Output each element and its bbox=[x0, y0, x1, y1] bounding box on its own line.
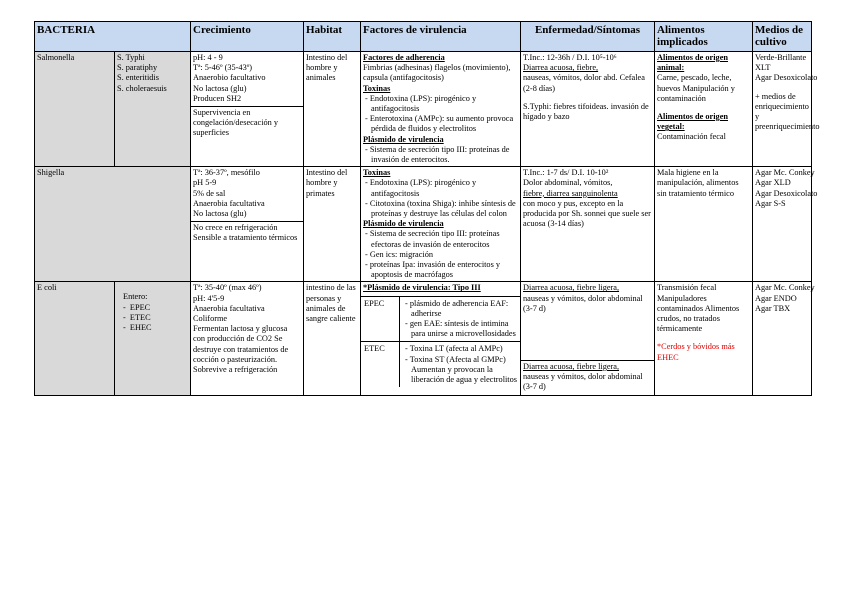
incubation-text: T.Inc.: 12-36h / D.I. 10⁵-10⁶ bbox=[523, 53, 617, 62]
type-item: - EPEC bbox=[123, 302, 151, 312]
growth-item: No lactosa (glu) bbox=[193, 209, 247, 219]
symptom-text: S.Typhi: fiebres tifoideas. invasión de hígado y bazo bbox=[523, 101, 649, 122]
species-item: S. enteritidis bbox=[117, 73, 159, 83]
section-title: *Plásmido de virulencia: Tipo III bbox=[363, 283, 481, 293]
section-title: Toxinas bbox=[363, 83, 391, 93]
growth-item: Anaerobia facultativa bbox=[193, 303, 265, 313]
medium-item: XLT bbox=[755, 63, 771, 73]
symptom-title: Diarrea acuosa, fiebre, bbox=[523, 63, 599, 73]
shigella-medios bbox=[753, 167, 818, 282]
growth-item: Tª: 5-46º (35-43º) bbox=[193, 63, 253, 73]
growth-supervivencia: Supervivencia en congelación/desecación y superficies bbox=[191, 106, 303, 139]
medium-item: Verde-Brillante bbox=[755, 53, 807, 62]
etec-label: ETEC bbox=[361, 342, 400, 387]
medium-item: Agar Mc. Conkey bbox=[755, 168, 815, 178]
ecoli-crecimiento bbox=[191, 282, 304, 395]
salmonella-alimentos bbox=[655, 52, 753, 167]
incubation-text: T.Inc.: 1-7 ds/ D.I. 10-10² bbox=[523, 168, 609, 178]
row-ecoli bbox=[35, 282, 812, 395]
medium-item: Agar ENDO bbox=[755, 293, 797, 303]
section-title: Alimentos de origen vegetal: bbox=[657, 112, 728, 132]
species-item: S. Typhi bbox=[117, 53, 145, 62]
factor-item: - Citotoxina (toxina Shiga): inhibe síntesis de proteínas y destruye las células del colon bbox=[365, 198, 516, 219]
entero-label: Entero: bbox=[123, 292, 148, 302]
bacteria-table bbox=[34, 21, 820, 396]
growth-item: No lactosa (glu) bbox=[193, 83, 247, 93]
growth-item: Anaerobia facultativa bbox=[193, 198, 265, 208]
growth-item: pH: 4'5-9 bbox=[193, 293, 225, 303]
shigella-crecimiento bbox=[191, 167, 304, 282]
symptom-text: nauseas y vómitos, dolor abdominal (3-7 d) bbox=[523, 293, 643, 313]
ecoli-alimentos bbox=[655, 282, 753, 395]
symptom-text: nauseas y vómitos, dolor abdominal (3-7 d) bbox=[523, 372, 643, 392]
food-text: Carne, pescado, leche, huevos Manipulación y contaminación bbox=[657, 73, 735, 103]
epec-label: EPEC bbox=[361, 297, 400, 342]
header-factores: Factores de virulencia bbox=[361, 22, 521, 52]
growth-item: Coliforme bbox=[193, 314, 228, 324]
ecoli-enfermedad bbox=[521, 282, 655, 395]
header-medios: Medios de cultivo bbox=[753, 22, 812, 52]
header-enfermedad: Enfermedad/Síntomas bbox=[521, 22, 655, 52]
growth-item: Producen SH2 bbox=[193, 93, 242, 103]
growth-item: Anaerobio facultativo bbox=[193, 73, 266, 83]
factor-item: - gen EAE: síntesis de intimina para unirse a microvellosidades bbox=[405, 319, 516, 339]
shigella-habitat: Intestino del hombre y primates bbox=[304, 167, 361, 282]
medium-item: Agar Desoxicolato bbox=[755, 73, 818, 83]
shigella-factores bbox=[361, 167, 521, 282]
symptom-text: con moco y pus, excepto en la producida por Sh. sonnei que suele ser acuosa (3-14 días) bbox=[523, 198, 651, 229]
type-item: - ETEC bbox=[123, 312, 151, 322]
salmonella-medios bbox=[753, 52, 820, 167]
species-item: S. choleraesuis bbox=[117, 83, 167, 93]
bacteria-name-shigella: Shigella bbox=[35, 167, 191, 282]
factor-item: - Sistema de secreción tipo III: proteínas de invasión de enterocitos. bbox=[365, 144, 510, 165]
shigella-alimentos: Mala higiene en la manipulación, alimentos sin tratamiento térmico bbox=[655, 167, 753, 282]
factor-item: - proteínas Ipa: invasión de enterocitos y apoptosis de macrófagos bbox=[365, 260, 501, 280]
medium-item: Agar Desoxicolato bbox=[755, 188, 818, 198]
salmonella-factores bbox=[361, 52, 521, 167]
species-item: S. paratiphy bbox=[117, 63, 158, 73]
growth-item: pH: 4 - 9 bbox=[193, 53, 223, 62]
section-title: Plásmido de virulencia bbox=[363, 219, 444, 229]
epec-block bbox=[361, 296, 520, 342]
bacteria-name-salmonella: Salmonella bbox=[35, 52, 115, 167]
factor-item: - Toxina ST (Afecta al GMPc) bbox=[405, 354, 506, 364]
medium-item: Agar TBX bbox=[755, 303, 791, 313]
ecoli-factores bbox=[361, 282, 521, 395]
header-crecimiento: Crecimiento bbox=[191, 22, 304, 52]
header-row bbox=[35, 22, 812, 52]
symptom-text: Dolor abdominal, vómitos, bbox=[523, 178, 613, 188]
header-habitat: Habitat bbox=[304, 22, 361, 52]
etec-symptoms bbox=[521, 360, 654, 393]
factor-item: - Endotoxina (LPS): pirogénico y antifagocitosis bbox=[365, 93, 477, 114]
medium-item: Agar Mc. Conkey bbox=[755, 283, 815, 293]
factor-item: - Enterotoxina (AMPc): su aumento provoca pérdida de fluidos y electrolitos bbox=[365, 114, 514, 134]
medium-item: Agar XLD bbox=[755, 178, 791, 188]
bacteria-name-ecoli: E coli bbox=[35, 282, 115, 395]
section-title: Plásmido de virulencia bbox=[363, 134, 444, 144]
growth-item: pH 5-9 bbox=[193, 178, 217, 188]
ecoli-medios bbox=[753, 282, 815, 395]
symptom-title: Diarrea acuosa, fiebre ligera, bbox=[523, 362, 620, 372]
food-text: Contaminación fecal bbox=[657, 132, 726, 142]
symptom-text: nauseas, vómitos, dolor abd. Cefalea (2-8 días) bbox=[523, 73, 645, 93]
growth-item: Tª: 36-37º, mesófilo bbox=[193, 168, 260, 178]
section-title: Alimentos de origen animal: bbox=[657, 53, 728, 73]
food-text: Transmisión fecal Manipuladores contaminados Alimentos crudos, no tratados térmicamente bbox=[657, 283, 740, 334]
medium-item: Agar S-S bbox=[755, 198, 786, 208]
factor-item: - Gen ics: migración bbox=[365, 249, 433, 259]
symptom-title: Diarrea acuosa, fiebre ligera, bbox=[523, 283, 620, 293]
growth-text: Fermentan lactosa y glucosa con producción de CO2 Se destruye con tratamientos de cocción o pasteurización. Sobrevive a refrigeración bbox=[193, 324, 289, 375]
shigella-enfermedad bbox=[521, 167, 655, 282]
header-bacteria: BACTERIA bbox=[35, 22, 191, 52]
factor-item: - Sistema de secreción tipo III: proteínas efectoras de invasión de enterocitos bbox=[365, 229, 500, 249]
ecoli-habitat: intestino de las personas y animales de sangre caliente bbox=[304, 282, 361, 395]
row-salmonella bbox=[35, 52, 812, 167]
growth-extra: No crece en refrigeración Sensible a tratamiento térmicos bbox=[191, 221, 303, 243]
section-title: Factores de adherencia bbox=[363, 53, 445, 62]
growth-item: Tª: 35-40º (max 46º) bbox=[193, 283, 262, 293]
ecoli-types bbox=[115, 282, 191, 395]
factor-text: Fimbrias (adhesinas) flagelos (movimiento), capsula (antifagocitosis) bbox=[363, 63, 511, 83]
section-title: Toxinas bbox=[363, 168, 391, 178]
salmonella-habitat: Intestino del hombre y animales bbox=[304, 52, 361, 167]
medium-item: + medios de enriquecimiento y preenriquecimiento bbox=[755, 91, 820, 132]
etec-block bbox=[361, 341, 520, 387]
growth-item: 5% de sal bbox=[193, 188, 226, 198]
factor-item: - Endotoxina (LPS): pirogénico y antifagocitosis bbox=[365, 178, 477, 198]
factor-text: Aumentan y provocan la liberación de agua y electrolitos bbox=[411, 364, 517, 385]
document-page bbox=[34, 21, 820, 396]
header-alimentos: Alimentos implicados bbox=[655, 22, 753, 52]
salmonella-crecimiento bbox=[191, 52, 304, 167]
symptom-title: fiebre, diarrea sanguinolenta bbox=[523, 188, 618, 198]
salmonella-enfermedad bbox=[521, 52, 655, 167]
factor-item: - plásmido de adherencia EAF: adherirse bbox=[405, 298, 509, 318]
row-shigella bbox=[35, 167, 812, 282]
factor-item: - Toxina LT (afecta al AMPc) bbox=[405, 344, 503, 354]
food-note: *Cerdos y bóvidos más EHEC bbox=[657, 342, 735, 362]
type-item: - EHEC bbox=[123, 323, 152, 333]
salmonella-species bbox=[115, 52, 191, 167]
